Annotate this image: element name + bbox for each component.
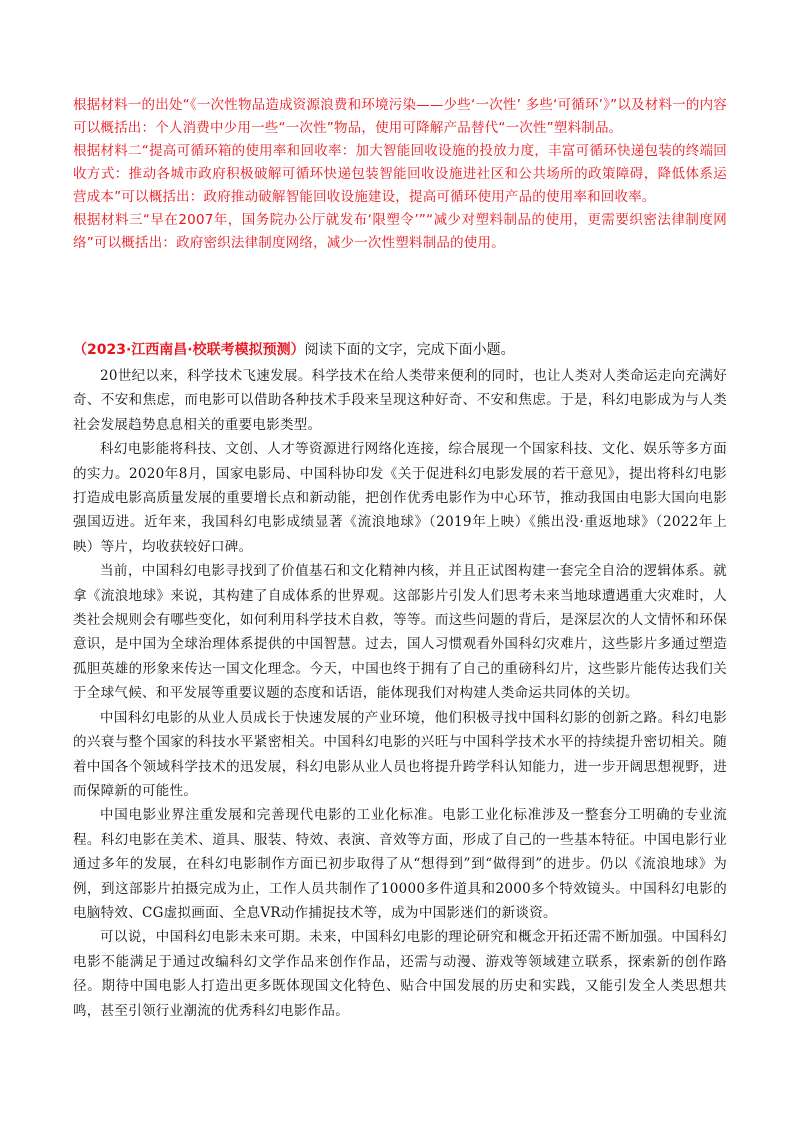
article-paragraph-3: 当前，中国科幻电影寻找到了价值基石和文化精神内核，并且正试图构建一套完全自洽的逻辑体系。就拿《流浪地球》来说，其构建了自成体系的世界观。这部影片引发人们思考未来当地球遭遇重大灾难时，人类社会规则会有哪些变化，如何利用科学技术自救，等等。而这些问题的背后，是深层次的人文情怀和环保意识，是中国为全球治理体系提供的中国智慧。过去，国人习惯观看外国科幻灾难片，这些影片多通过塑造孤胆英雄的形象来传达一国文化理念。今天，中国也终于拥有了自己的重磅科幻片，这些影片能传达我们关于全球气候、和平发展等重要议题的态度和话语，能体现我们对构建人类命运共同体的关切。 xyxy=(73,563,727,702)
article-paragraph-2: 科幻电影能将科技、文创、人才等资源进行网络化连接，综合展现一个国家科技、文化、娱乐等多方面的实力。2020年8月，国家电影局、中国科协印发《关于促进科幻电影发展的若干意见》，提出将科幻电影打造成电影高质量发展的重要增长点和新动能，把创作优秀电影作为中心环节，推动我国由电影大国向电影强国迈进。近年来，我国科幻电影成绩显著《流浪地球》（2019年上映）《熊出没·重返地球》（2022年上映）等片，均收获较好口碑。 xyxy=(73,441,727,555)
question-instruction: 阅读下面的文字，完成下面小题。 xyxy=(304,342,515,358)
reading-article xyxy=(73,364,727,1023)
answer-paragraph-3: 根据材料三“早在2007年，国务院办公厅就发布‘限塑令’”“减少对塑料制品的使用，更需要织密法律制度网络”可以概括出：政府密织法律制度网络，减少一次性塑料制品的使用。 xyxy=(73,212,727,251)
article-paragraph-5: 中国电影业界注重发展和完善现代电影的工业化标准。电影工业化标准涉及一整套分工明确的专业流程。科幻电影在美术、道具、服装、特效、表演、音效等方面，形成了自己的一些基本特征。中国电影行业通过多年的发展，在科幻电影制作方面已初步取得了从“想得到”到“做得到”的进步。仍以《流浪地球》为例，到这部影片拍摄完成为止，工作人员共制作了10000多件道具和2000多个特效镜头。中国科幻电影的电脑特效、CG虚拟画面、全息VR动作捕捉技术等，成为中国影迷们的新谈资。 xyxy=(73,807,727,921)
answer-paragraph-1: 根据材料一的出处“《一次性物品造成资源浪费和环境污染——少些‘一次性’ 多些‘可循环’》”以及材料一的内容可以概括出：个人消费中少用一些“一次性”物品，使用可降解产品替代“一次性”塑料制品。 xyxy=(73,97,727,136)
question-header xyxy=(73,339,727,361)
question-source: （2023·江西南昌·校联考模拟预测） xyxy=(73,342,305,358)
article-paragraph-4: 中国科幻电影的从业人员成长于快速发展的产业环境，他们积极寻找中国科幻影的创新之路。科幻电影的兴衰与整个国家的科技水平紧密相关。中国科幻电影的兴旺与中国科学技术水平的持续提升密切相关。随着中国各个领域科学技术的迅发展，科幻电影从业人员也将提升跨学科认知能力，进一步开阔思想视野，进而保障新的可能性。 xyxy=(73,709,727,799)
article-paragraph-6: 可以说，中国科幻电影未来可期。未来，中国科幻电影的理论研究和概念开拓还需不断加强。中国科幻电影不能满足于通过改编科幻文学作品来创作作品，还需与动漫、游戏等领域建立联系，探索新的创作路径。期待中国电影人打造出更多既体现国文化特色、贴合中国发展的历史和实践，又能引发全人类思想共鸣，甚至引领行业潮流的优秀科幻电影作品。 xyxy=(73,929,727,1019)
answer-paragraph-2: 根据材料二“提高可循环箱的使用率和回收率：加大智能回收设施的投放力度，丰富可循环快递包装的终端回收方式：推动各城市政府积极破解可循环快递包装智能回收设施进社区和公共场所的政策障碍，降低体系运营成本”可以概括出：政府推动破解智能回收设施建设，提高可循环使用产品的使用率和回收率。 xyxy=(73,143,727,205)
answer-analysis xyxy=(73,94,727,255)
article-paragraph-1: 20世纪以来，科学技术飞速发展。科学技术在给人类带来便利的同时，也让人类对人类命运走向充满好奇、不安和焦虑，而电影可以借助各种技术手段来呈现这种好奇、不安和焦虑。于是，科幻电影成为与人类社会发展趋势息息相关的重要电影类型。 xyxy=(73,368,727,433)
